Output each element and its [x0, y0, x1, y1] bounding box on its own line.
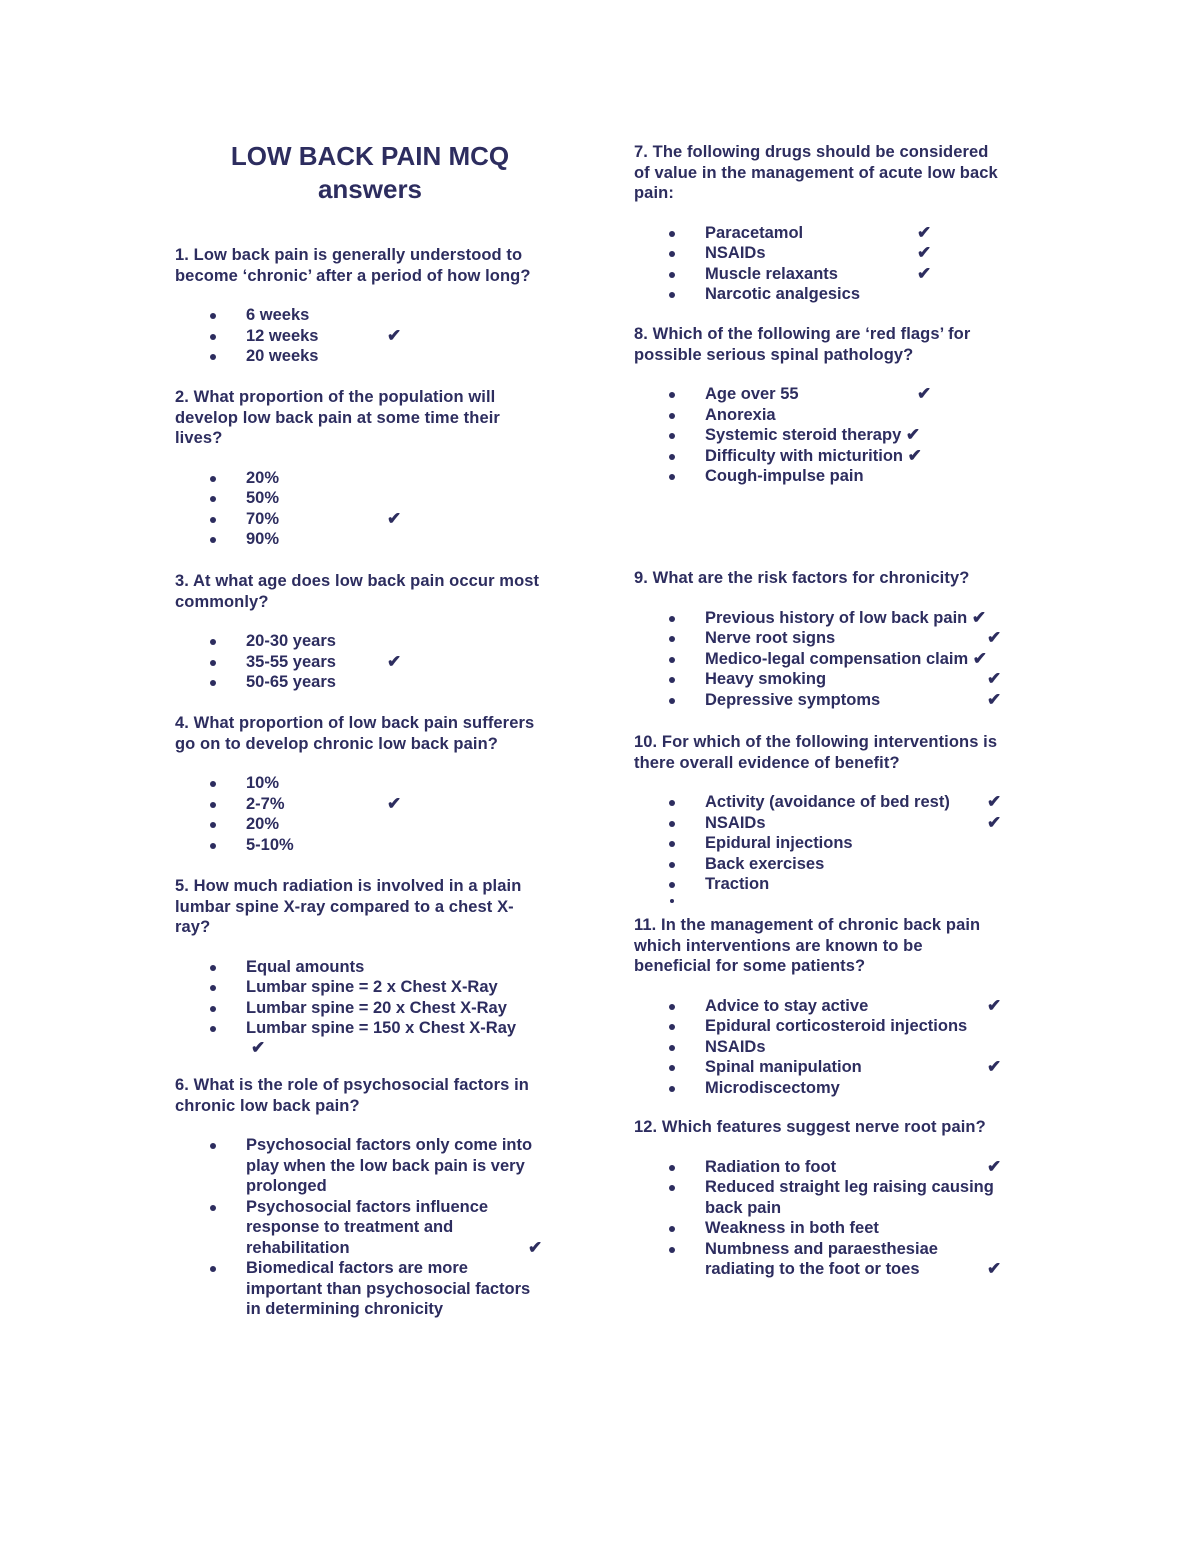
bullet-icon — [669, 231, 675, 237]
answer-text: Advice to stay active — [705, 996, 869, 1015]
bullet-icon — [210, 1143, 216, 1149]
answer-text: Back exercises — [705, 854, 825, 873]
bullet-icon — [669, 454, 675, 460]
answer-list — [634, 792, 1054, 915]
check-mark-icon: ✔ — [387, 793, 402, 813]
check-mark-icon: ✔ — [987, 1057, 1002, 1076]
bullet-icon — [669, 1024, 675, 1030]
answer-option — [634, 243, 1054, 264]
question-text: 5. How much radiation is involved in a plain lumbar spine X-ray compared to a chest X- ray? — [175, 877, 522, 936]
answer-text: Epidural corticosteroid injections — [705, 1017, 968, 1035]
check-mark-icon: ✔ — [971, 607, 987, 627]
answer-text: 20% — [246, 468, 280, 487]
answer-option — [175, 794, 595, 815]
bullet-icon — [210, 822, 216, 828]
answer-list — [634, 1157, 1054, 1280]
answer-text: Activity (avoidance of bed rest) — [705, 793, 950, 811]
check-mark-icon: ✔ — [972, 648, 987, 668]
question-2 — [175, 387, 595, 550]
question-3 — [175, 571, 595, 693]
bullet-icon — [669, 272, 675, 278]
check-mark-icon: ✔ — [987, 792, 1002, 811]
answer-list — [175, 631, 595, 693]
bullet-icon — [669, 1086, 675, 1092]
question-text: 11. In the management of chronic back pain which interventions are known to be beneficial for some patients? — [634, 916, 981, 975]
bullet-icon — [210, 781, 216, 787]
answer-list — [175, 1135, 595, 1320]
check-mark-icon: ✔ — [987, 1259, 1002, 1278]
answer-option — [634, 264, 1054, 285]
answer-option — [175, 631, 595, 652]
answer-option — [175, 326, 595, 347]
bullet-icon — [210, 496, 216, 502]
answer-option — [634, 792, 1054, 813]
bullet-icon — [669, 616, 675, 622]
bullet-icon — [669, 251, 675, 257]
answer-text: Age over 55 — [705, 385, 799, 403]
bullet-icon — [210, 985, 216, 991]
answer-option — [175, 1018, 595, 1057]
answer-text: NSAIDs — [705, 1037, 766, 1056]
answer-option — [634, 1157, 1054, 1178]
check-mark-icon: ✔ — [387, 325, 402, 345]
answer-option — [634, 690, 1054, 711]
bullet-icon — [210, 1006, 216, 1012]
question-text: 10. For which of the following interventions is there overall evidence of benefit? — [634, 733, 998, 772]
check-mark-icon: ✔ — [987, 669, 1002, 688]
answer-text: 12 weeks — [246, 326, 319, 345]
answer-option — [634, 284, 1054, 305]
answer-option — [634, 669, 1054, 690]
answer-text: Psychosocial factors only come into play when the low back pain is very prolonged — [246, 1136, 533, 1195]
answer-text: 35-55 years — [246, 652, 336, 671]
answer-list — [175, 957, 595, 1057]
check-mark-icon: ✔ — [917, 222, 932, 242]
answer-option — [634, 608, 1054, 629]
answer-list — [634, 608, 1054, 711]
bullet-icon — [210, 660, 216, 666]
bullet-icon — [669, 800, 675, 806]
question-text: 1. Low back pain is generally understood to become ‘chronic’ after a period of how long? — [175, 246, 531, 285]
answer-text: Epidural injections — [705, 834, 853, 852]
answer-option — [634, 446, 1054, 467]
bullet-icon — [669, 474, 675, 480]
answer-option — [634, 1218, 1054, 1239]
answer-option — [175, 1135, 595, 1197]
bullet-icon — [210, 517, 216, 523]
answer-option — [634, 384, 1054, 405]
question-9 — [634, 568, 1054, 710]
question-10 — [634, 732, 1054, 915]
answer-text: Difficulty with micturition — [705, 446, 903, 465]
answer-text: Equal amounts — [246, 957, 365, 976]
answer-text: 20% — [246, 815, 280, 833]
answer-text: NSAIDs — [705, 244, 766, 262]
answer-text: Biomedical factors are more important than psychosocial factors in determining chronicity — [246, 1259, 531, 1318]
bullet-icon — [669, 1247, 675, 1253]
answer-text: 10% — [246, 774, 280, 792]
answer-list — [175, 773, 595, 855]
answer-text: Paracetamol — [705, 223, 804, 242]
answer-option — [175, 1258, 595, 1320]
check-mark-icon: ✔ — [387, 508, 402, 528]
answer-option — [175, 998, 595, 1019]
question-5 — [175, 876, 595, 1061]
answer-option — [634, 895, 1054, 915]
answer-option — [175, 977, 595, 998]
bullet-icon — [210, 802, 216, 808]
answer-text: 20-30 years — [246, 632, 336, 650]
question-8 — [634, 324, 1054, 487]
answer-option — [175, 346, 595, 367]
question-6 — [175, 1075, 595, 1320]
answer-option — [175, 652, 595, 673]
question-text: 8. Which of the following are ‘red flags’ for possible serious spinal pathology? — [634, 325, 971, 364]
answer-option — [175, 957, 595, 978]
question-text: 9. What are the risk factors for chronicity? — [634, 569, 970, 587]
bullet-icon — [669, 657, 675, 663]
bullet-icon — [669, 1165, 675, 1171]
answer-option — [175, 835, 595, 856]
bullet-icon — [669, 413, 675, 419]
answer-option — [175, 814, 595, 835]
bullet-icon — [210, 313, 216, 319]
answer-option — [634, 1078, 1054, 1099]
bullet-icon — [669, 1065, 675, 1071]
bullet-icon — [669, 821, 675, 827]
check-mark-icon: ✔ — [987, 628, 1002, 647]
answer-option — [175, 529, 595, 550]
answer-text: Traction — [705, 875, 770, 893]
question-text: 7. The following drugs should be considered of value in the management of acute low back pain: — [634, 143, 998, 202]
bullet-icon — [210, 1205, 216, 1211]
answer-text: Nerve root signs — [705, 629, 836, 647]
answer-option — [634, 649, 1054, 670]
answer-option — [175, 773, 595, 794]
check-mark-icon: ✔ — [917, 243, 932, 262]
answer-option — [634, 425, 1054, 446]
answer-text: 70% — [246, 509, 280, 528]
answer-option — [634, 874, 1054, 895]
answer-option — [634, 813, 1054, 834]
answer-list — [175, 305, 595, 367]
bullet-icon — [670, 899, 674, 903]
bullet-icon — [669, 1004, 675, 1010]
answer-text: 50% — [246, 489, 280, 507]
answer-text: 5-10% — [246, 835, 294, 854]
answer-list — [634, 384, 1054, 487]
answer-option — [634, 996, 1054, 1017]
bullet-icon — [210, 354, 216, 360]
answer-option — [634, 405, 1054, 426]
bullet-icon — [210, 1026, 216, 1032]
question-text: 3. At what age does low back pain occur most commonly? — [175, 572, 540, 611]
answer-option — [634, 628, 1054, 649]
check-mark-icon: ✔ — [987, 689, 1002, 709]
check-mark-icon: ✔ — [905, 425, 921, 444]
check-mark-icon: ✔ — [251, 1038, 266, 1057]
bullet-icon — [669, 636, 675, 642]
bullet-icon — [210, 476, 216, 482]
answer-option — [175, 509, 595, 530]
answer-text: Psychosocial factors influence response to treatment and rehabilitation — [246, 1197, 489, 1257]
bullet-icon — [669, 1185, 675, 1191]
question-text: 2. What proportion of the population will develop low back pain at some time their lives? — [175, 388, 500, 447]
answer-text: Weakness in both feet — [705, 1219, 879, 1237]
bullet-icon — [669, 677, 675, 683]
answer-text: 90% — [246, 530, 280, 548]
answer-option — [175, 1197, 595, 1259]
question-12 — [634, 1117, 1054, 1280]
bullet-icon — [669, 1226, 675, 1232]
answer-list — [634, 996, 1054, 1099]
answer-text: Previous history of low back pain — [705, 608, 968, 627]
answer-text: 2-7% — [246, 794, 285, 813]
answer-text: Medico-legal compensation claim — [705, 649, 969, 668]
answer-option — [634, 466, 1054, 487]
answer-text: Numbness and paraesthesiae radiating to the foot or toes — [705, 1239, 938, 1278]
bullet-icon — [669, 292, 675, 298]
check-mark-icon: ✔ — [917, 263, 932, 283]
answer-text: 6 weeks — [246, 306, 310, 324]
answer-option — [175, 468, 595, 489]
answer-option — [175, 672, 595, 693]
answer-list — [634, 223, 1054, 305]
question-11 — [634, 915, 1054, 1098]
question-text: 12. Which features suggest nerve root pain? — [634, 1118, 986, 1136]
bullet-icon — [669, 1045, 675, 1051]
answer-option — [634, 1177, 1054, 1218]
check-mark-icon: ✔ — [528, 1237, 543, 1257]
answer-option — [634, 833, 1054, 854]
answer-text: Muscle relaxants — [705, 264, 838, 283]
answer-option — [634, 1037, 1054, 1058]
answer-text: Lumbar spine = 2 x Chest X-Ray — [246, 978, 498, 996]
question-4 — [175, 713, 595, 855]
bullet-icon — [210, 843, 216, 849]
page-title: LOW BACK PAIN MCQ answers — [230, 141, 510, 204]
answer-option — [634, 223, 1054, 244]
bullet-icon — [669, 841, 675, 847]
bullet-icon — [669, 698, 675, 704]
question-1 — [175, 245, 595, 367]
bullet-icon — [210, 965, 216, 971]
check-mark-icon: ✔ — [907, 445, 922, 465]
answer-text: Depressive symptoms — [705, 690, 881, 709]
answer-text: Cough-impulse pain — [705, 467, 864, 485]
answer-text: Radiation to foot — [705, 1157, 837, 1176]
question-text: 4. What proportion of low back pain sufferers go on to develop chronic low back pain? — [175, 714, 535, 753]
bullet-icon — [210, 537, 216, 543]
answer-option — [634, 854, 1054, 875]
answer-option — [634, 1016, 1054, 1037]
answer-text: Spinal manipulation — [705, 1058, 862, 1076]
bullet-icon — [210, 1266, 216, 1272]
answer-text: 20 weeks — [246, 347, 319, 365]
bullet-icon — [669, 862, 675, 868]
answer-text: Microdiscectomy — [705, 1078, 840, 1097]
check-mark-icon: ✔ — [987, 995, 1002, 1015]
answer-text: Narcotic analgesics — [705, 285, 860, 303]
answer-option — [634, 1057, 1054, 1078]
answer-text: Systemic steroid therapy — [705, 426, 902, 444]
bullet-icon — [669, 433, 675, 439]
answer-option — [634, 1239, 1054, 1280]
question-7 — [634, 142, 1054, 305]
answer-list — [175, 468, 595, 550]
bullet-icon — [669, 392, 675, 398]
bullet-icon — [210, 680, 216, 686]
answer-text: 50-65 years — [246, 673, 336, 691]
check-mark-icon: ✔ — [387, 651, 402, 671]
bullet-icon — [210, 639, 216, 645]
check-mark-icon: ✔ — [917, 384, 932, 403]
answer-text: Lumbar spine = 20 x Chest X-Ray — [246, 998, 507, 1017]
answer-option — [175, 488, 595, 509]
check-mark-icon: ✔ — [987, 812, 1002, 832]
bullet-icon — [669, 882, 675, 888]
answer-text: Lumbar spine = 150 x Chest X-Ray — [246, 1019, 517, 1037]
question-text: 6. What is the role of psychosocial factors in chronic low back pain? — [175, 1076, 529, 1115]
check-mark-icon: ✔ — [987, 1156, 1002, 1176]
bullet-icon — [210, 334, 216, 340]
answer-text: Reduced straight leg raising causing back pain — [705, 1178, 994, 1217]
answer-text: Anorexia — [705, 405, 776, 424]
answer-text: NSAIDs — [705, 813, 766, 832]
answer-text: Heavy smoking — [705, 670, 827, 688]
answer-option — [175, 305, 595, 326]
